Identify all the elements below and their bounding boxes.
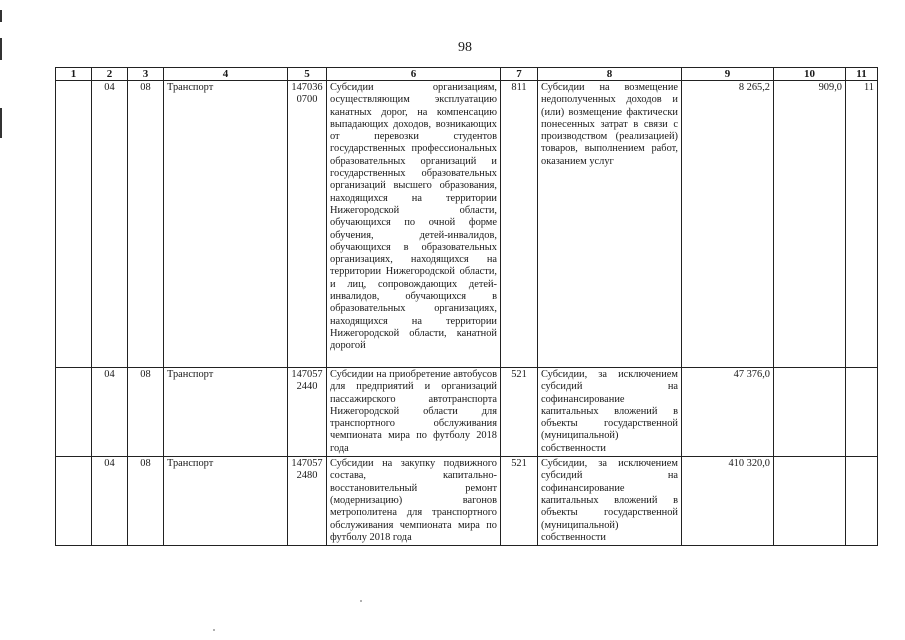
cell-col11: 11 <box>846 81 878 368</box>
table-row <box>56 81 878 368</box>
column-header: 6 <box>327 68 501 81</box>
cell-amount-2 <box>774 457 846 546</box>
column-header: 4 <box>164 68 288 81</box>
page-number: 98 <box>458 40 472 55</box>
cell-expense-type: Субсидии, за исключением субсидий на софинансирование капитальных вложений в объекты государственной (муниципальной) собственности <box>538 457 682 546</box>
cell-name: Транспорт <box>164 81 288 368</box>
header-row <box>56 68 878 81</box>
cell-target-code: 147057 2440 <box>288 368 327 457</box>
cell-col1 <box>56 368 92 457</box>
cell-name: Транспорт <box>164 457 288 546</box>
scan-edge-mark <box>0 108 2 138</box>
cell-description: Субсидии на закупку подвижного состава, капитально-восстановительный ремонт (модернизацию) вагонов метрополитена для транспортного обслуживания чемпионата мира по футболу 2018 года <box>327 457 501 546</box>
cell-expense-type: Субсидии на возмещение недополученных доходов и (или) возмещение фактически понесенных затрат в связи с производством (реализацией) товаров, выполнением работ, оказанием услуг <box>538 81 682 368</box>
cell-expense-code: 521 <box>501 368 538 457</box>
table-row <box>56 368 878 457</box>
scan-edge-mark <box>0 10 2 22</box>
cell-col1 <box>56 457 92 546</box>
cell-expense-type: Субсидии, за исключением субсидий на софинансирование капитальных вложений в объекты государственной (муниципальной) собственности <box>538 368 682 457</box>
cell-description: Субсидии на приобретение автобусов для предприятий и организаций пассажирского автотранспорта Нижегородской области для транспортного обслуживания чемпионата мира по футболу 2018 года <box>327 368 501 457</box>
cell-section: 04 <box>92 457 128 546</box>
column-header: 5 <box>288 68 327 81</box>
cell-amount: 8 265,2 <box>682 81 774 368</box>
cell-target-code: 147036 0700 <box>288 81 327 368</box>
column-header: 11 <box>846 68 878 81</box>
column-header: 8 <box>538 68 682 81</box>
column-header: 3 <box>128 68 164 81</box>
cell-col11 <box>846 457 878 546</box>
column-header: 9 <box>682 68 774 81</box>
cell-description: Субсидии организациям, осуществляющим эксплуатацию канатных дорог, на компенсацию выпадающих доходов, возникающих от перевозки студентов государственных профессиональных образовательных организаций и государственных образовательных организаций высшего образования, находящихся на территории Нижегородской области, обучающихся по очной форме обучения, детей-инвалидов, обучающихся в образовательных организациях, находящихся на территории Нижегородской области, и лиц, сопровождающих детей-инвалидов, обучающихся в образовательных организациях, находящихся на территории Нижегородской области, канатной дорогой <box>327 81 501 368</box>
column-header: 7 <box>501 68 538 81</box>
cell-section: 04 <box>92 368 128 457</box>
cell-target-code: 147057 2480 <box>288 457 327 546</box>
budget-table <box>55 67 878 546</box>
cell-amount: 47 376,0 <box>682 368 774 457</box>
column-header: 1 <box>56 68 92 81</box>
cell-amount: 410 320,0 <box>682 457 774 546</box>
scan-edge-mark <box>0 38 2 60</box>
cell-expense-code: 521 <box>501 457 538 546</box>
cell-subsection: 08 <box>128 81 164 368</box>
cell-amount-2 <box>774 368 846 457</box>
cell-expense-code: 811 <box>501 81 538 368</box>
cell-col11 <box>846 368 878 457</box>
cell-col1 <box>56 81 92 368</box>
column-header: 10 <box>774 68 846 81</box>
scan-speck <box>360 600 362 602</box>
cell-name: Транспорт <box>164 368 288 457</box>
scan-speck <box>213 629 215 631</box>
cell-subsection: 08 <box>128 457 164 546</box>
cell-subsection: 08 <box>128 368 164 457</box>
cell-section: 04 <box>92 81 128 368</box>
cell-amount-2: 909,0 <box>774 81 846 368</box>
column-header: 2 <box>92 68 128 81</box>
table-row <box>56 457 878 546</box>
